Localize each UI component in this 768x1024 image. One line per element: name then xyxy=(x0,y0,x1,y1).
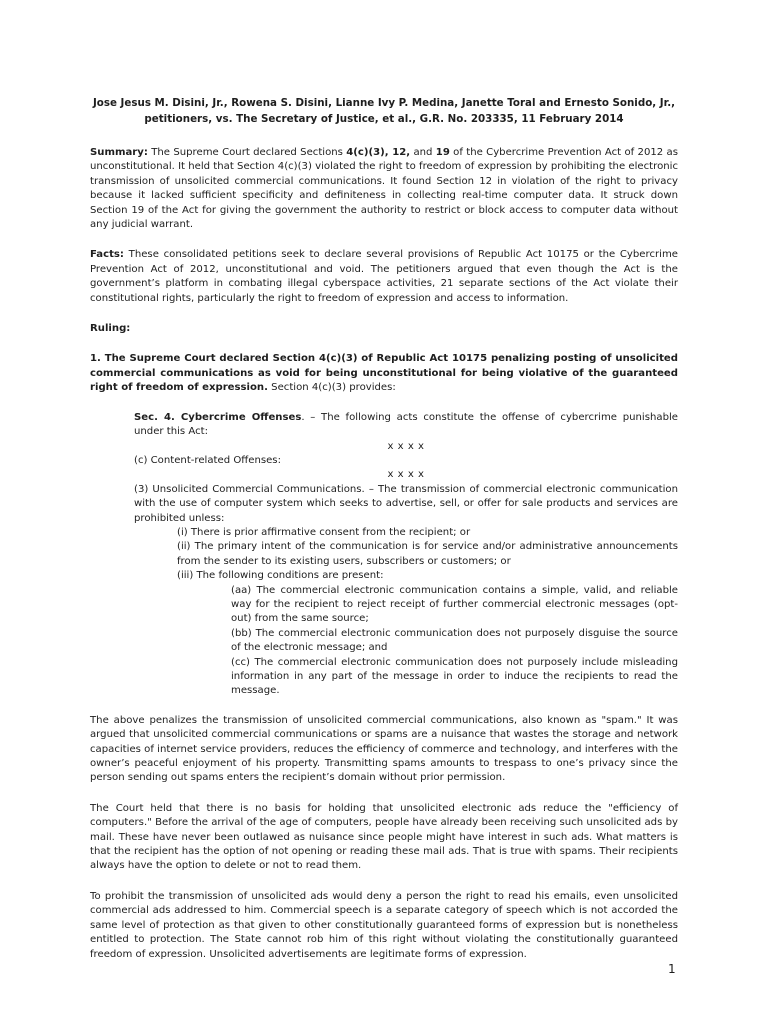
quote-item-iii: (iii) The following conditions are present: xyxy=(177,570,384,582)
case-title xyxy=(90,95,678,127)
spam-paragraph: The above penalizes the transmission of unsolicited commercial communications, also known as "spam." It was argued that unsolicited commercial communications or spams are a nuisance that wastes the storage and network capacities of internet service providers, reduces the efficiency of commerce and technology, and interferes with the owner’s peaceful enjoyment of his property. Transmitting spams amounts to trespass to one’s privacy since the person sending out spams enters the recipient’s domain without prior permission. xyxy=(90,714,678,784)
summary-text-3: of the Cybercrime Prevention Act of 2012 as unconstitutional. It held that Section 4(c)(3) violated the right to freedom of expression by prohibiting the electronic transmission of unsolicited commercial communications. It found Section 12 in violation of the right to privacy because it lacked sufficient specificity and definiteness in collecting real-time computer data. It struck down Section 19 of the Act for giving the government the authority to restrict or block access to computer data without any judicial warrant. xyxy=(90,147,678,231)
quote-item-cc: (cc) The commercial electronic communication does not purposely include misleading information in any part of the message in order to induce the recipients to read the message. xyxy=(231,656,678,697)
document-body xyxy=(90,95,678,978)
page-number: 1 xyxy=(668,962,676,976)
ruling-heading: Ruling: xyxy=(90,323,131,335)
quote-item-i: (i) There is prior affirmative consent from the recipient; or xyxy=(177,526,471,538)
ruling-1-paragraph xyxy=(90,352,678,395)
quote-section-bold: Sec. 4. Cybercrime Offenses xyxy=(134,411,302,423)
quote-item-3: (3) Unsolicited Commercial Communications. – The transmission of commercial electronic communication with the use of computer system which seeks to advertise, sell, or offer for sale products and services are prohibited unless: xyxy=(134,483,678,524)
summary-text-1: The Supreme Court declared Sections xyxy=(147,147,347,158)
quote-section-text: . – The following acts constitute the offense of cybercrime punishable under this Act: xyxy=(134,411,678,438)
summary-paragraph xyxy=(90,146,678,232)
quote-item-aa: (aa) The commercial electronic communication contains a simple, valid, and reliable way for the recipient to reject receipt of further commercial electronic messages (opt-out) from the same source; xyxy=(231,584,678,625)
quote-ellipsis-1: x x x x xyxy=(387,440,425,452)
quote-item-bb: (bb) The commercial electronic communication does not purposely disguise the source of the electronic message; and xyxy=(231,627,678,654)
ruling-1-text: Section 4(c)(3) provides: xyxy=(267,382,396,394)
facts-paragraph xyxy=(90,248,678,306)
facts-label: Facts: xyxy=(90,249,124,261)
quote-item-c: (c) Content-related Offenses: xyxy=(134,454,281,466)
facts-text: These consolidated petitions seek to declare several provisions of Republic Act 10175 or the Cybercrime Prevention Act of 2012, unconstitutional and void. The petitioners argued that even though the Act is the government’s platform in combating illegal cyberspace activities, 21 separate sections of the Act violate their constitutional rights, particularly the right to freedom of expression and access to information. xyxy=(90,249,678,304)
quote-item-ii: (ii) The primary intent of the communication is for service and/or administrative announcements from the sender to its existing users, subscribers or customers; or xyxy=(177,541,678,567)
prohibit-paragraph: To prohibit the transmission of unsolicited ads would deny a person the right to read his emails, even unsolicited commercial ads addressed to him. Commercial speech is a separate category of speech which is not accorded the same level of protection as that given to other constitutionally guaranteed forms of expression but is nonetheless entitled to protection. The State cannot rob him of this right without violating the constitutionally guaranteed freedom of expression. Unsolicited advertisements are legitimate forms of expression. xyxy=(90,890,678,960)
summary-section-19-bold: 19 xyxy=(435,147,450,158)
case-title-line-1: Jose Jesus M. Disini, Jr., Rowena S. Disini, Lianne Ivy P. Medina, Janette Toral and Ernesto Sonido, Jr., xyxy=(92,97,676,109)
ruling-1-bold: 1. The Supreme Court declared Section 4(c)(3) of Republic Act 10175 penalizing posting of unsolicited commercial communications as void for being unconstitutional for being violative of the guaranteed right of freedom of expression. xyxy=(90,353,678,394)
case-title-line-2: petitioners, vs. The Secretary of Justice, et al., G.R. No. 203335, 11 February 2014 xyxy=(144,113,624,125)
quote-ellipsis-2: x x x x xyxy=(387,469,425,481)
statute-quote xyxy=(134,411,678,699)
court-held-paragraph: The Court held that there is no basis for holding that unsolicited electronic ads reduce the "efficiency of computers." Before the arrival of the age of computers, people have already been receiving such unsolicited ads by mail. These have never been outlawed as nuisance since people might have interest in such ads. What matters is that the recipient has the option of not opening or reading these mail ads. That is true with spams. Their recipients always have the option to delete or not to read them. xyxy=(90,802,678,872)
summary-text-2: and xyxy=(410,147,436,158)
summary-label: Summary: xyxy=(90,147,148,158)
summary-sections-bold: 4(c)(3), 12, xyxy=(346,147,411,158)
quote-section-heading xyxy=(134,411,678,440)
